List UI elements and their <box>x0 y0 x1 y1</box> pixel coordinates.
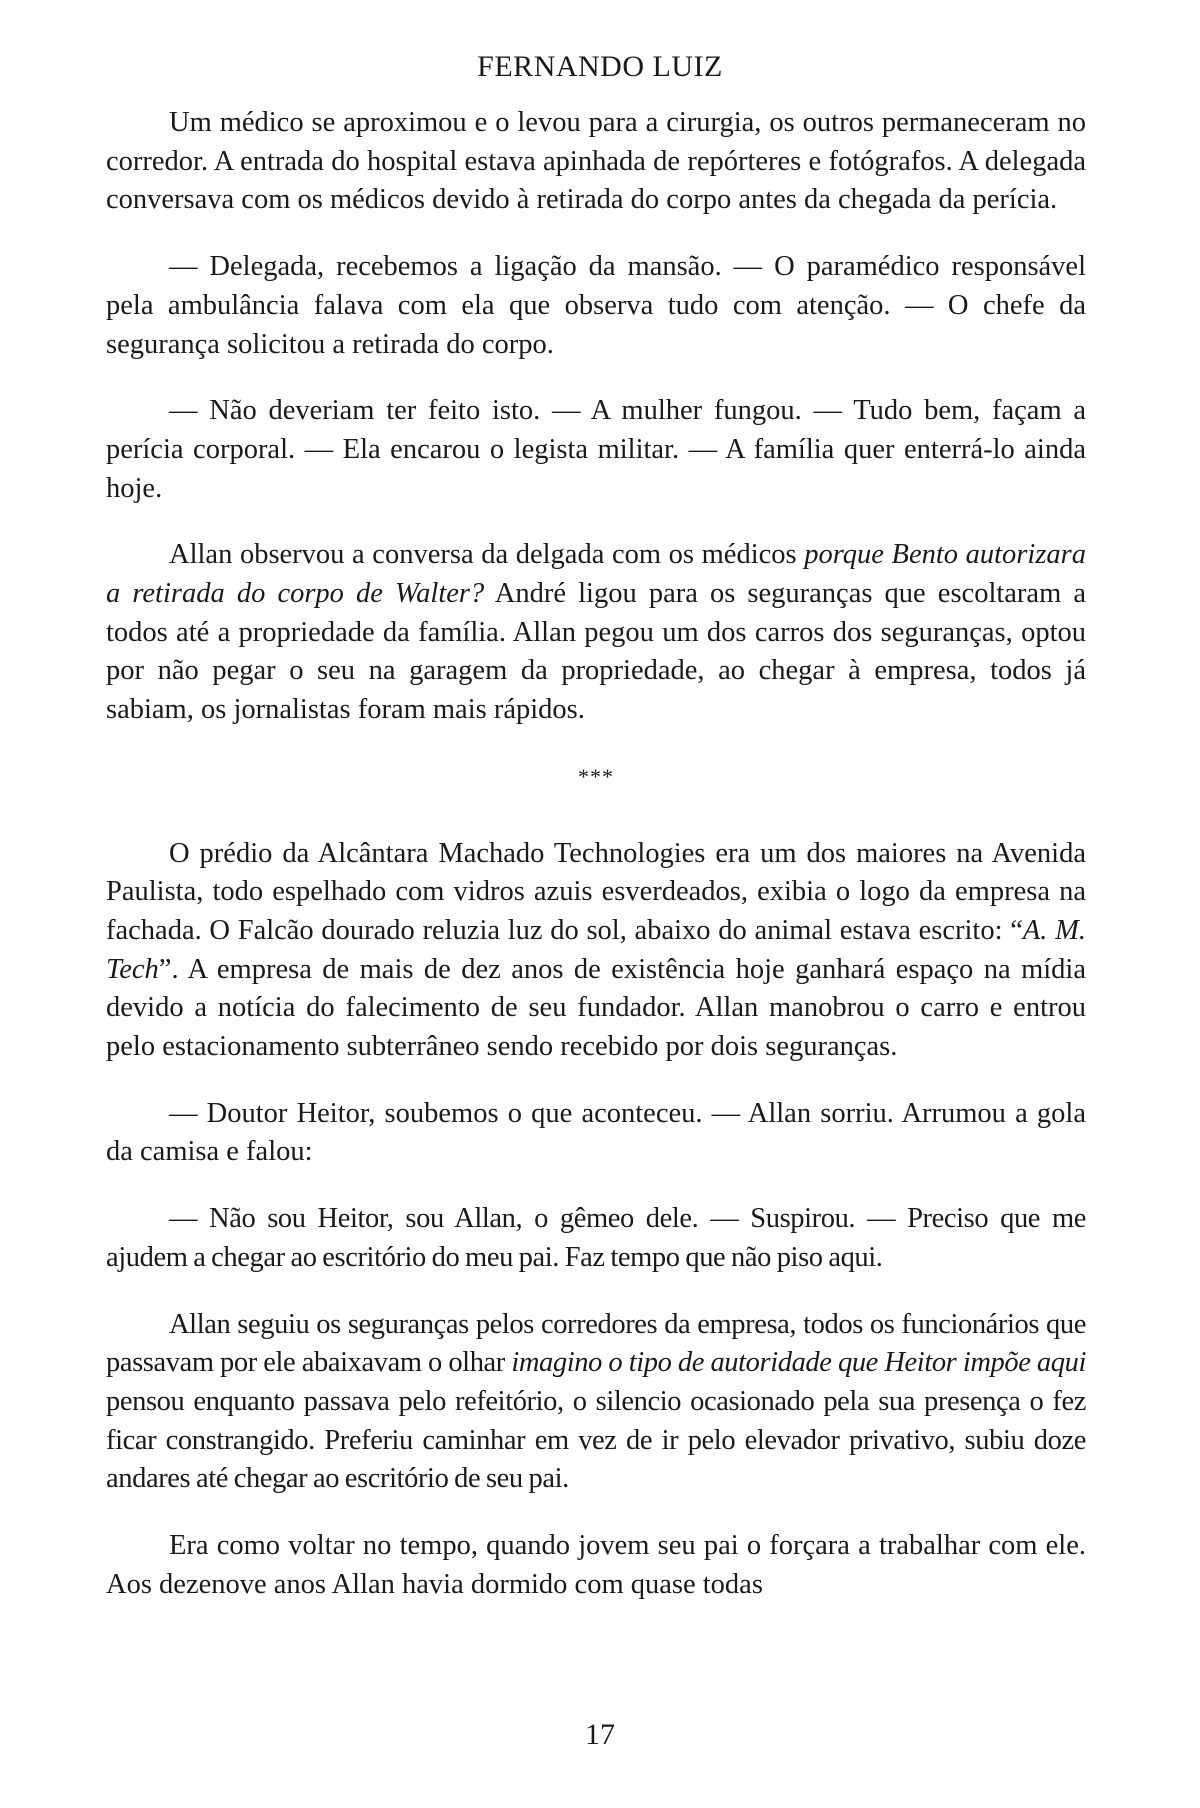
paragraph-4-text-b: André ligou para os seguranças que escoltaram a todos até a propriedade da família. Allan pegou um dos carros dos seguranças, optou por não pegar o seu na garagem da propriedade, ao chegar à empresa, todos já sabiam, os jornalistas foram mais rápidos. <box>106 578 1086 726</box>
paragraph-1: Um médico se aproximou e o levou para a cirurgia, os outros permaneceram no corredor. A entrada do hospital estava apinhada de repórteres e fotógrafos. A delegada conversava com os médicos devido à retirada do corpo antes da chegada da perícia. <box>106 107 1086 216</box>
paragraph-8-text-a: Allan seguiu os seguranças pelos corredores da empresa, todos os funcionários que passavam por ele abaixavam o olhar <box>106 1308 1086 1379</box>
paragraph-5-text-b: ”. A empresa de mais de dez anos de existência hoje ganhará espaço na mídia devido a notícia do falecimento de seu fundador. Allan manobrou o carro e entrou pelo estacionamento subterrâneo sendo recebido por dois seguranças. <box>106 953 1086 1063</box>
running-head: FERNANDO LUIZ <box>477 50 723 83</box>
paragraph-5-text-a: O prédio da Alcântara Machado Technologies era um dos maiores na Avenida Paulista, todo espelhado com vidros azuis esverdeados, exibia o logo da empresa na fachada. O Falcão dourado reluzia luz do sol, abaixo do animal estava escrito: “ <box>106 837 1086 946</box>
paragraph-9: Era como voltar no tempo, quando jovem seu pai o forçara a trabalhar com ele. Aos dezenove anos Allan havia dormido com quase todas <box>106 1530 1086 1600</box>
paragraph-3: — Não deveriam ter feito isto. — A mulher fungou. — Tudo bem, façam a perícia corporal. — Ela encarou o legista militar. — A família quer enterrá-lo ainda hoje. <box>106 395 1086 504</box>
paragraph-4-text-a: Allan observou a conversa da delgada com os médicos <box>169 539 805 571</box>
paragraph-5-italic-logo: A. M. Tech <box>106 914 1086 985</box>
paragraph-7: — Não sou Heitor, sou Allan, o gêmeo dele. — Suspirou. — Preciso que me ajudem a chegar ao escritório do meu pai. Faz tempo que não piso aqui. <box>106 1203 1086 1273</box>
paragraph-6: — Doutor Heitor, soubemos o que aconteceu. — Allan sorriu. Arrumou a gola da camisa e falou: <box>106 1097 1086 1168</box>
paragraph-8-italic-thought: imagino o tipo de autoridade que Heitor impõe aqui <box>511 1347 1086 1379</box>
paragraph-4-italic-thought: porque Bento autorizara a retirada do corpo de Walter? <box>106 539 1086 610</box>
paragraph-2: — Delegada, recebemos a ligação da mansão. — O paramédico responsável pela ambulância falava com ela que observa tudo com atenção. — O chefe da segurança solicitou a retirada do corpo. <box>106 251 1086 360</box>
paragraph-4 <box>106 536 1086 730</box>
paragraph-8-text-b: pensou enquanto passava pelo refeitório, o silencio ocasionado pela sua presença o fez ficar constrangido. Preferiu caminhar em vez de ir pelo elevador privativo, subiu doze andares até chegar ao escritório de seu pai. <box>106 1385 1086 1495</box>
scene-break: *** <box>578 763 614 789</box>
page-number: 17 <box>585 1718 615 1751</box>
paragraph-5 <box>106 835 1086 1067</box>
body-text <box>106 104 1086 1633</box>
paragraph-8 <box>106 1306 1086 1500</box>
